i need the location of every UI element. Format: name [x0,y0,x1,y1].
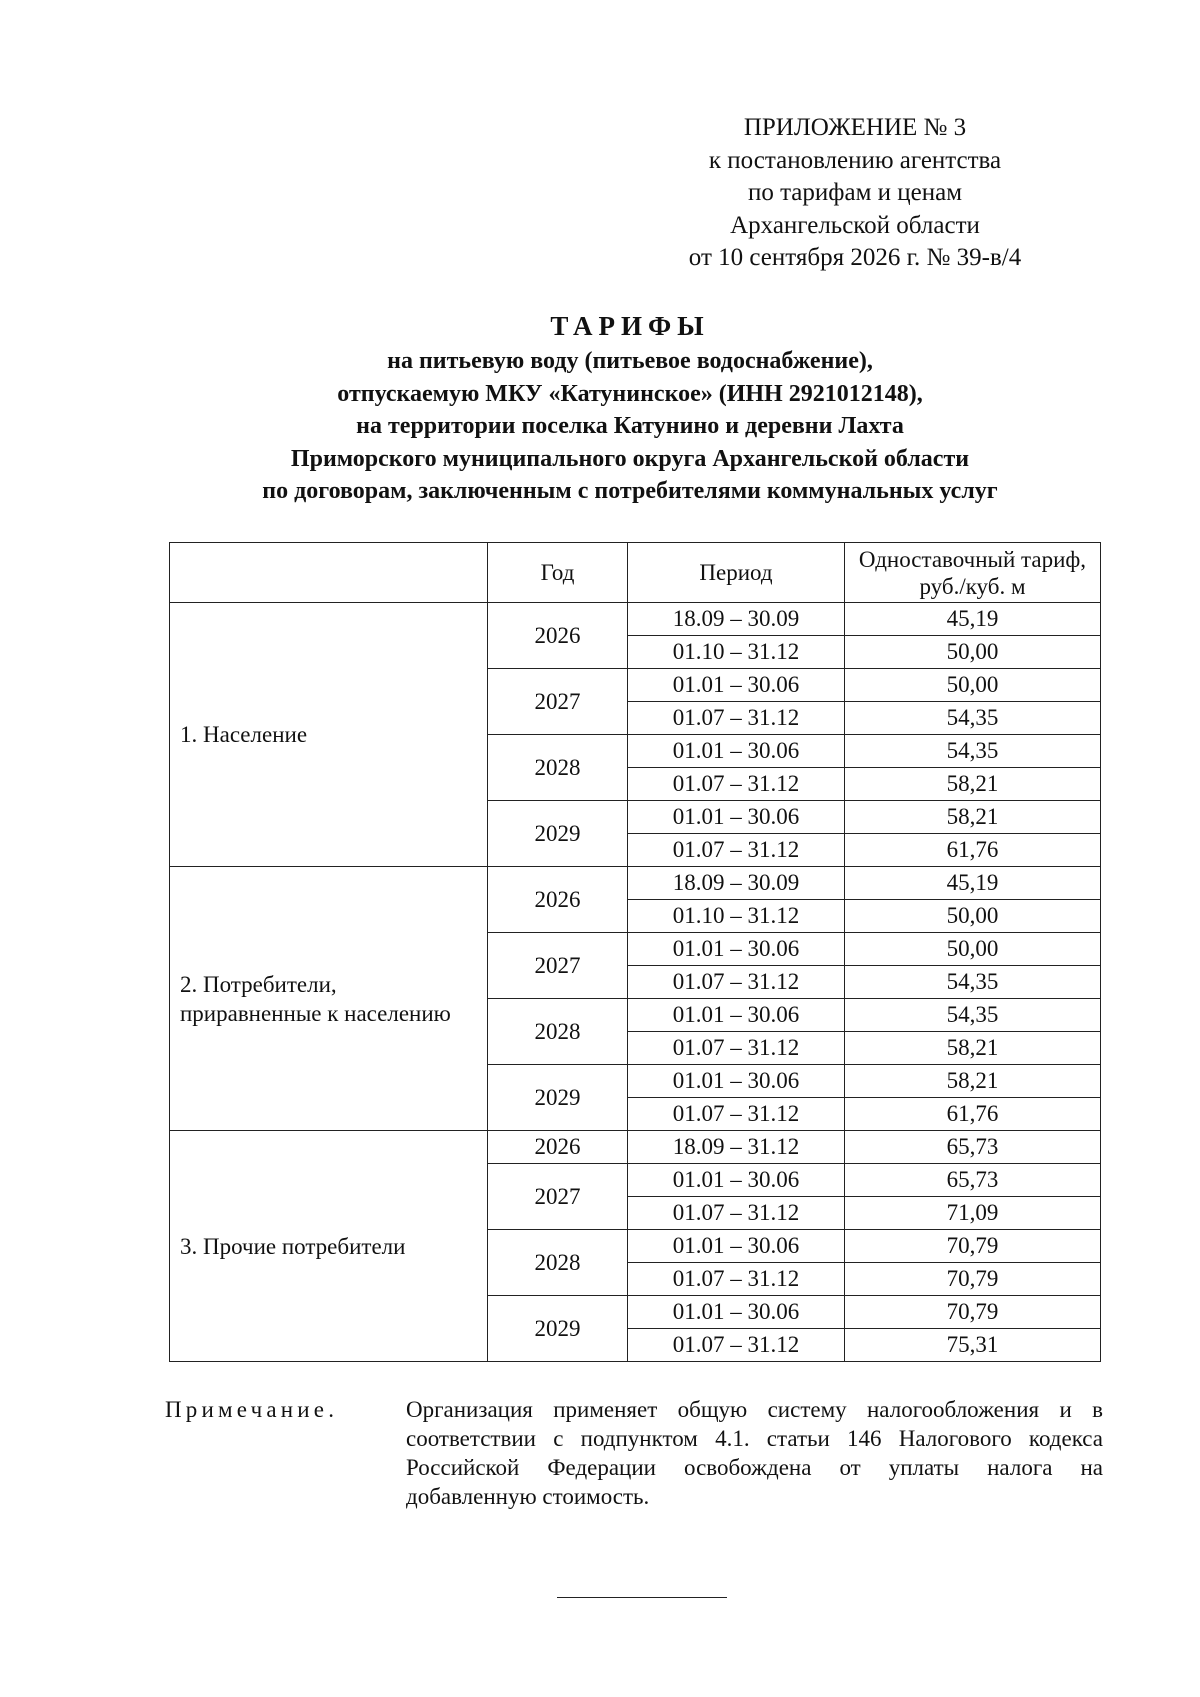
table-header-row [170,543,1101,603]
tariff-cell: 54,35 [845,999,1101,1032]
year-cell: 2029 [488,1065,628,1131]
consumer-group-label: 3. Прочие потребители [180,1233,406,1259]
header-tariff [845,543,1101,603]
year-cell: 2027 [488,1164,628,1230]
tariff-cell: 61,76 [845,834,1101,867]
period-cell: 01.07 – 31.12 [628,1098,845,1131]
period-cell: 01.07 – 31.12 [628,834,845,867]
period-cell: 01.01 – 30.06 [628,735,845,768]
document-title [130,307,1130,508]
closing-rule [557,1597,727,1598]
tariff-cell: 54,35 [845,966,1101,999]
title-line: по договорам, заключенным с потребителями коммунальных услуг [262,478,998,504]
tariff-cell: 58,21 [845,1032,1101,1065]
tariff-cell: 50,00 [845,933,1101,966]
year-cell: 2027 [488,669,628,735]
tariff-cell: 58,21 [845,1065,1101,1098]
period-cell: 01.01 – 30.06 [628,801,845,834]
period-cell: 01.07 – 31.12 [628,768,845,801]
period-cell: 01.07 – 31.12 [628,1197,845,1230]
tariff-cell: 50,00 [845,669,1101,702]
period-cell: 01.07 – 31.12 [628,966,845,999]
header-tariff-unit: руб./куб. м [919,573,1026,599]
appendix-header [640,112,1070,275]
tariff-cell: 45,19 [845,603,1101,636]
title-main: ТАРИФЫ [550,311,710,341]
tariff-cell: 58,21 [845,768,1101,801]
period-cell: 01.10 – 31.12 [628,900,845,933]
period-cell: 18.09 – 30.09 [628,867,845,900]
tariff-cell: 54,35 [845,735,1101,768]
tariff-cell: 71,09 [845,1197,1101,1230]
tariff-cell: 54,35 [845,702,1101,735]
period-cell: 01.01 – 30.06 [628,1065,845,1098]
tariff-table [169,542,1101,1362]
table-body [170,603,1101,1362]
year-cell: 2028 [488,735,628,801]
period-cell: 01.07 – 31.12 [628,702,845,735]
period-cell: 18.09 – 30.09 [628,603,845,636]
note-text: Организация применяет общую систему налогообложения и в соответствии с подпунктом 4.1. статьи 146 Налогового кодекса Российской Федерации освобождена от уплаты налога на добавленную стоимость. [406,1397,1103,1509]
table-row [170,1131,1101,1164]
header-tariff-line: Одноставочный тариф, [858,546,1087,572]
period-cell: 01.01 – 30.06 [628,669,845,702]
appendix-line-resolution: к постановлению агентства [708,146,1002,174]
year-cell: 2029 [488,801,628,867]
consumer-group-label: 2. Потребители, [180,971,337,997]
tariff-cell: 45,19 [845,867,1101,900]
period-cell: 01.10 – 31.12 [628,636,845,669]
tariff-cell: 58,21 [845,801,1101,834]
appendix-line-date: от 10 сентября 2026 г. № 39-в/4 [688,244,1022,271]
consumer-group-cell [170,867,488,1131]
title-line: на территории поселка Катунино и деревни Лахта [356,413,904,439]
tariff-cell: 65,73 [845,1131,1101,1164]
appendix-line-region: Архангельской области [730,211,980,239]
title-line: на питьевую воду (питьевое водоснабжение), [387,348,873,374]
note-label: Примечание. [165,1397,339,1422]
year-cell: 2027 [488,933,628,999]
header-period: Период [628,543,845,603]
tariff-cell: 65,73 [845,1164,1101,1197]
consumer-group-cell [170,1131,488,1362]
period-cell: 01.07 – 31.12 [628,1263,845,1296]
table-row [170,867,1101,900]
consumer-group-label: 1. Население [180,722,308,747]
tariff-cell: 61,76 [845,1098,1101,1131]
period-cell: 01.01 – 30.06 [628,1296,845,1329]
period-cell: 18.09 – 31.12 [628,1131,845,1164]
year-cell: 2026 [488,603,628,669]
tariff-cell: 50,00 [845,900,1101,933]
appendix-number: ПРИЛОЖЕНИЕ № 3 [743,114,967,141]
year-cell: 2028 [488,999,628,1065]
tariff-cell: 70,79 [845,1263,1101,1296]
period-cell: 01.07 – 31.12 [628,1329,845,1362]
year-cell: 2026 [488,867,628,933]
title-line: отпускаемую МКУ «Катунинское» (ИНН 2921012148), [337,380,923,407]
tariff-cell: 70,79 [845,1230,1101,1263]
year-cell: 2026 [488,1131,628,1164]
period-cell: 01.01 – 30.06 [628,933,845,966]
period-cell: 01.01 – 30.06 [628,1230,845,1263]
tariff-cell: 75,31 [845,1329,1101,1362]
period-cell: 01.07 – 31.12 [628,1032,845,1065]
year-cell: 2029 [488,1296,628,1362]
appendix-line-agency: по тарифам и ценам [747,179,963,206]
tariff-cell: 70,79 [845,1296,1101,1329]
period-cell: 01.01 – 30.06 [628,1164,845,1197]
table-row [170,603,1101,636]
header-blank [170,543,488,603]
consumer-group-cell [170,603,488,867]
period-cell: 01.01 – 30.06 [628,999,845,1032]
tariff-cell: 50,00 [845,636,1101,669]
year-cell: 2028 [488,1230,628,1296]
header-year: Год [488,543,628,603]
title-line: Приморского муниципального округа Архангельской области [290,445,970,472]
consumer-group-label-cont: приравненные к населению [180,1000,451,1026]
